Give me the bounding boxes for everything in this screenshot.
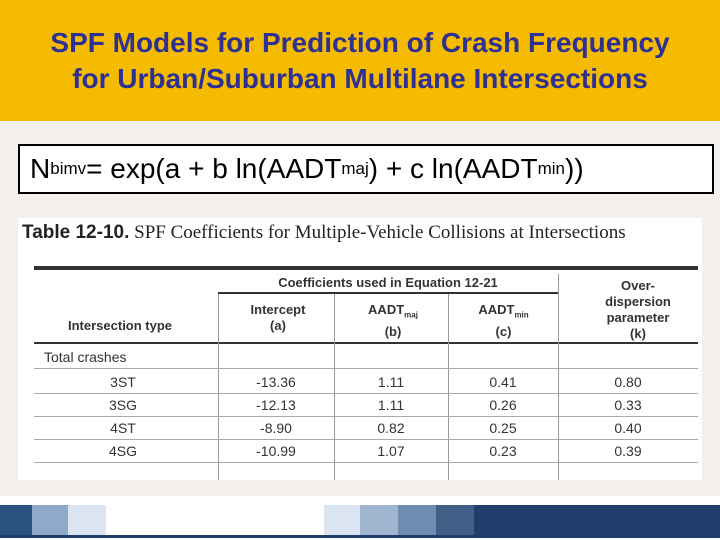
col-header-intercept — [223, 302, 333, 334]
table-cell-b: 0.82 — [377, 420, 405, 436]
table-cell-k: 0.80 — [614, 374, 642, 390]
formula-sub-bimv: bimv — [50, 159, 87, 178]
row-group-label: Total crashes — [44, 349, 127, 365]
title-bar — [0, 0, 720, 121]
table-cell-b: 1.11 — [377, 397, 405, 413]
table-cell-type: 4SG — [108, 443, 137, 459]
col-intercept-symbol: (a) — [270, 318, 286, 333]
col-header-aadt-min — [451, 302, 556, 340]
col-maj-label: AADT — [368, 302, 405, 317]
formula-part-2: ) + c ln(AADT — [368, 153, 538, 184]
table-cell-b: 1.11 — [377, 374, 405, 390]
footer-bottom-line — [0, 535, 720, 538]
footer-color-segment — [324, 505, 360, 535]
formula-end: )) — [565, 153, 584, 184]
footer-color-segment — [398, 505, 436, 535]
col-over-line-1: Over- — [621, 278, 655, 293]
row-separator — [34, 416, 698, 417]
table-cell-c: 0.41 — [489, 374, 517, 390]
footer-color-segment — [32, 505, 68, 535]
col-min-sub: min — [514, 310, 529, 320]
footer-color-segment — [106, 505, 324, 535]
row-separator — [34, 462, 698, 463]
table-cell-c: 0.23 — [489, 443, 517, 459]
col-header-intersection-type: Intersection type — [68, 318, 173, 333]
table-top-rule — [34, 266, 698, 270]
table-cell-a: -10.99 — [256, 443, 296, 459]
table-caption-label: Table 12-10. — [22, 222, 130, 243]
col-over-line-2: dispersion — [605, 294, 671, 309]
table-cell-c: 0.26 — [489, 397, 517, 413]
col-intercept-label: Intercept — [250, 302, 306, 317]
table-cell-k: 0.39 — [614, 443, 642, 459]
col-min-symbol: (c) — [495, 323, 512, 339]
row-separator — [34, 393, 698, 394]
formula-sub-maj: maj — [341, 159, 369, 178]
col-header-aadt-maj — [338, 302, 448, 340]
coefficient-table — [18, 218, 702, 480]
footer-color-segment — [68, 505, 106, 535]
formula-sub-min: min — [537, 159, 565, 178]
footer-color-segment — [0, 505, 32, 535]
formula-box — [18, 144, 714, 194]
group-header-rule — [218, 292, 558, 294]
slide-title-line-1: SPF Models for Prediction of Crash Frequency — [50, 26, 670, 58]
header-bottom-rule — [34, 342, 698, 344]
table-cell-k: 0.40 — [614, 420, 642, 436]
table-cell-type: 4ST — [110, 420, 136, 436]
table-cell-a: -8.90 — [260, 420, 292, 436]
table-cell-b: 1.07 — [377, 443, 405, 459]
col-over-line-4: (k) — [630, 326, 646, 341]
footer-color-segment — [436, 505, 474, 535]
table-caption-text: SPF Coefficients for Multiple-Vehicle Collisions at Intersections — [129, 222, 626, 243]
row-separator — [34, 368, 698, 369]
row-separator — [34, 439, 698, 440]
table-cell-type: 3ST — [110, 374, 136, 390]
footer-color-segment — [360, 505, 398, 535]
col-min-label: AADT — [478, 302, 515, 317]
table-cell-a: -12.13 — [256, 397, 296, 413]
footer-color-segment — [474, 505, 720, 535]
table-cell-a: -13.36 — [256, 374, 296, 390]
table-caption — [22, 222, 626, 244]
slide-title-line-2: for Urban/Suburban Multilane Intersections — [72, 62, 648, 94]
table-cell-type: 3SG — [108, 397, 137, 413]
col-maj-symbol: (b) — [384, 323, 402, 339]
col-maj-sub: maj — [404, 310, 418, 320]
formula-part-1: = exp(a + b ln(AADT — [86, 153, 342, 184]
col-header-overdispersion — [578, 278, 698, 342]
table-cell-k: 0.33 — [614, 397, 642, 413]
col-over-line-3: parameter — [606, 310, 670, 325]
table-cell-c: 0.25 — [489, 420, 517, 436]
coefficients-group-header: Coefficients used in Equation 12-21 — [278, 275, 498, 290]
formula-n: N — [30, 153, 51, 184]
